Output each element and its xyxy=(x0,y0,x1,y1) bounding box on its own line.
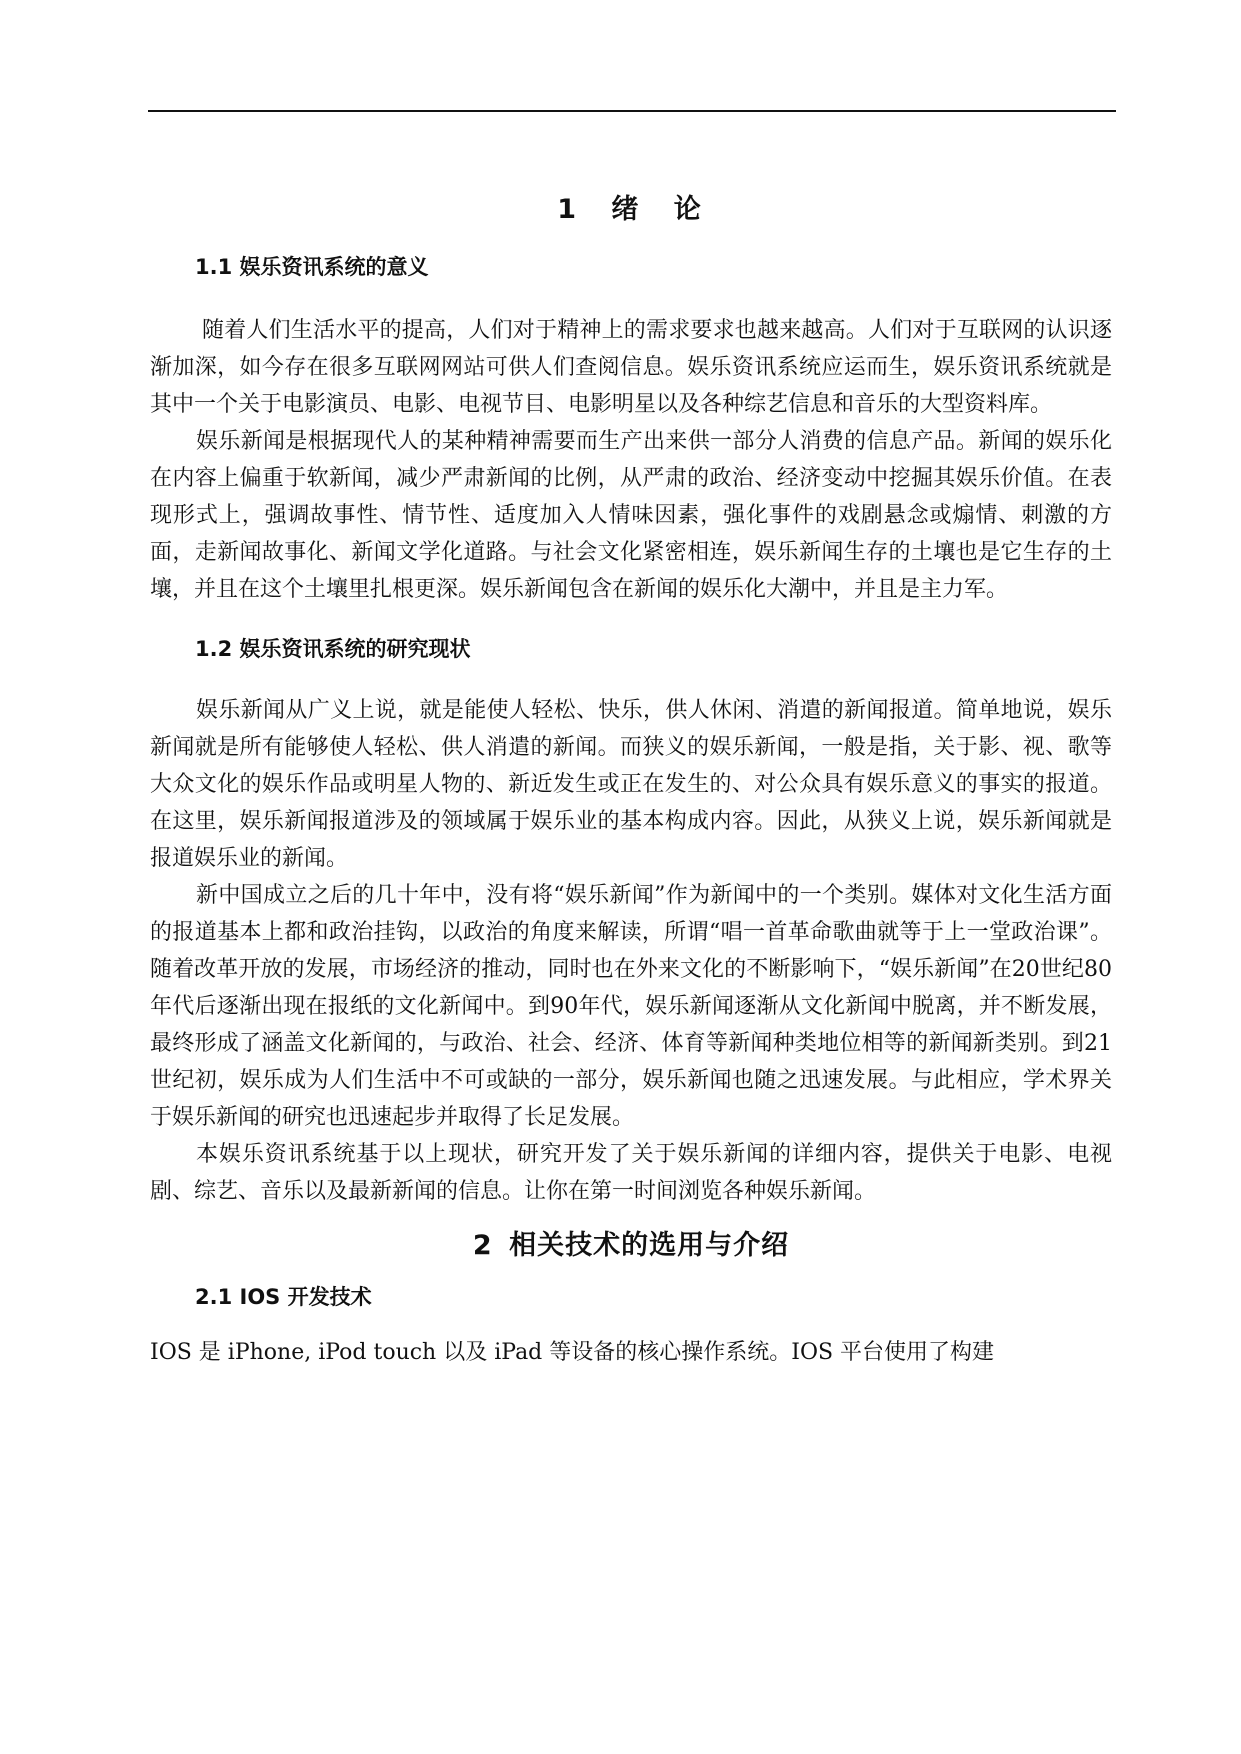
section-1-2-paragraph-2: 新中国成立之后的几十年中，没有将“娱乐新闻”作为新闻中的一个类别。媒体对文化生活方面的报道基本上都和政治挂钩，以政治的角度来解读，所谓“唱一首革命歌曲就等于上一堂政治课”。随着改革开放的发展，市场经济的推动，同时也在外来文化的不断影响下，“娱乐新闻”在20世纪80年代后逐渐出现在报纸的文化新闻中。到90年代，娱乐新闻逐渐从文化新闻中脱离，并不断发展，最终形成了涵盖文化新闻的，与政治、社会、经济、体育等新闻种类地位相等的新闻新类别。到21世纪初，娱乐成为人们生活中不可或缺的一部分，娱乐新闻也随之迅速发展。与此相应，学术界关于娱乐新闻的研究也迅速起步并取得了长足发展。 xyxy=(150,883,1112,1130)
section-1-1-paragraph-2: 娱乐新闻是根据现代人的某种精神需要而生产出来供一部分人消费的信息产品。新闻的娱乐化在内容上偏重于软新闻，减少严肃新闻的比例，从严肃的政治、经济变动中挖掘其娱乐价值。在表现形式上，强调故事性、情节性、适度加入人情味因素，强化事件的戏剧悬念或煽情、刺激的方面，走新闻故事化、新闻文学化道路。与社会文化紧密相连，娱乐新闻生存的土壤也是它生存的土壤，并且在这个土壤里扎根更深。娱乐新闻包含在新闻的娱乐化大潮中，并且是主力军。 xyxy=(150,429,1112,602)
section-2-1-paragraph-1: IOS 是 iPhone, iPod touch 以及 iPad 等设备的核心操作系统。IOS 平台使用了构建 xyxy=(150,1340,995,1365)
chapter-2-title: 2 相关技术的选用与介绍 xyxy=(472,1230,790,1261)
chapter-1-title: 1 绪 论 xyxy=(557,194,705,225)
page-content xyxy=(150,180,1112,1371)
section-1-1-paragraph-1: 随着人们生活水平的提高，人们对于精神上的需求要求也越来越高。人们对于互联网的认识逐渐加深，如今存在很多互联网网站可供人们查阅信息。娱乐资讯系统应运而生，娱乐资讯系统就是其中一个关于电影演员、电影、电视节目、电影明星以及各种综艺信息和音乐的大型资料库。 xyxy=(150,318,1112,417)
section-2-1-heading: 2.1 IOS 开发技术 xyxy=(195,1285,372,1309)
section-1-1-heading: 1.1 娱乐资讯系统的意义 xyxy=(195,255,429,279)
section-1-2-paragraph-1: 娱乐新闻从广义上说，就是能使人轻松、快乐，供人休闲、消遣的新闻报道。简单地说，娱乐新闻就是所有能够使人轻松、供人消遣的新闻。而狭义的娱乐新闻，一般是指，关于影、视、歌等大众文化的娱乐作品或明星人物的、新近发生或正在发生的、对公众具有娱乐意义的事实的报道。在这里，娱乐新闻报道涉及的领域属于娱乐业的基本构成内容。因此，从狭义上说，娱乐新闻就是报道娱乐业的新闻。 xyxy=(150,698,1112,871)
section-1-2-heading: 1.2 娱乐资讯系统的研究现状 xyxy=(195,637,471,661)
header-rule xyxy=(148,110,1116,112)
section-1-2-paragraph-3: 本娱乐资讯系统基于以上现状，研究开发了关于娱乐新闻的详细内容，提供关于电影、电视剧、综艺、音乐以及最新新闻的信息。让你在第一时间浏览各种娱乐新闻。 xyxy=(150,1142,1112,1204)
